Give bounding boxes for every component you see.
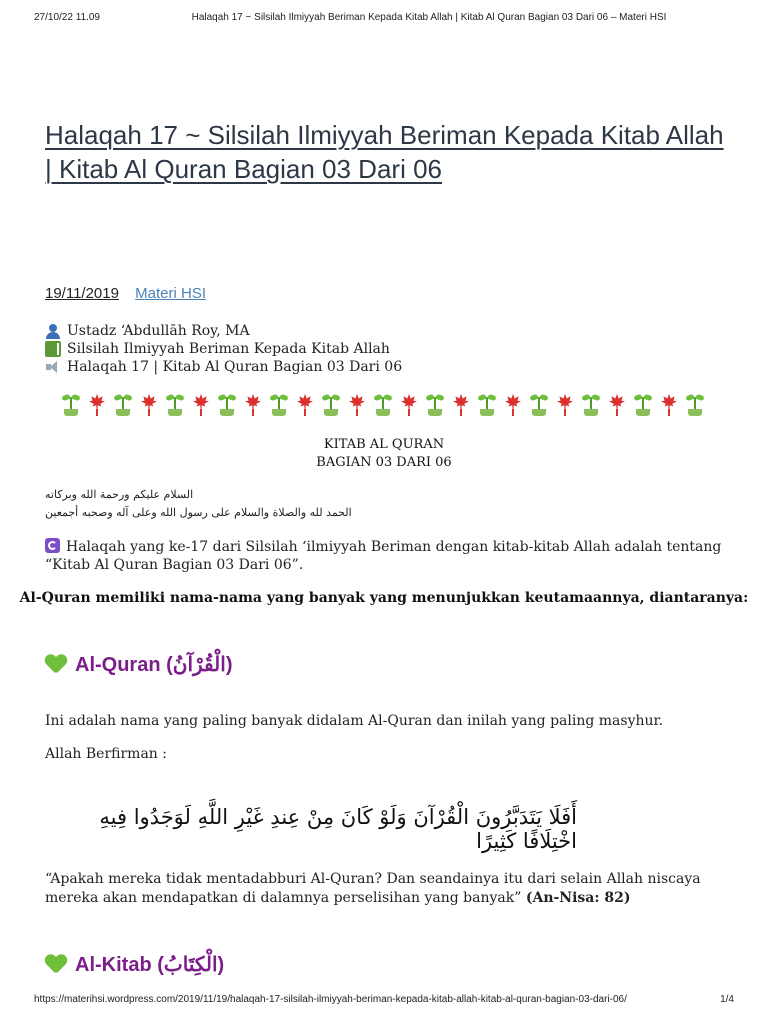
maple-leaf-icon	[500, 391, 526, 417]
maple-leaf-icon	[396, 391, 422, 417]
seedling-icon	[162, 391, 188, 417]
salam-line-2: الحمد لله والصلاة والسلام على رسول الله وعلى آله وصحبه أجمعين	[45, 506, 352, 519]
section-body: Ini adalah nama yang paling banyak didalam Al-Quran dan inilah yang paling masyhur.	[45, 713, 664, 729]
info-ustadz	[45, 322, 402, 340]
post-title[interactable]: Halaqah 17 ~ Silsilah Ilmiyyah Beriman Kepada Kitab Allah | Kitab Al Quran Bagian 03 Dari 06	[45, 120, 724, 184]
seedling-icon	[110, 391, 136, 417]
quran-verse: أَفَلَا يَتَدَبَّرُونَ الْقُرْآنَ وَلَوْ كَانَ مِنْ عِندِ غَيْرِ اللَّهِ لَوَجَدُوا فِيهِ اخْتِلَافًا كَثِيرًا	[99, 805, 577, 853]
seedling-icon	[318, 391, 344, 417]
print-footer	[0, 994, 768, 1010]
maple-leaf-icon	[344, 391, 370, 417]
maple-leaf-icon	[656, 391, 682, 417]
seedling-icon	[526, 391, 552, 417]
maple-leaf-icon	[84, 391, 110, 417]
verse-reference: (An-Nisa: 82)	[525, 890, 631, 906]
seedling-icon	[58, 391, 84, 417]
maple-leaf-icon	[136, 391, 162, 417]
section-title: Al-Kitab (الْكِتَابُ)	[75, 954, 225, 976]
seedling-icon	[474, 391, 500, 417]
maple-leaf-icon	[292, 391, 318, 417]
article-heading	[0, 436, 768, 472]
maple-leaf-icon	[448, 391, 474, 417]
section-heading-al-kitab	[45, 952, 224, 977]
speaker-icon	[45, 359, 61, 375]
green-heart-icon	[45, 655, 67, 675]
halaqah-name: Halaqah 17 | Kitab Al Quran Bagian 03 Dari 06	[67, 359, 403, 375]
intro-paragraph	[45, 538, 735, 574]
green-heart-icon	[45, 955, 67, 975]
heading-line-2: BAGIAN 03 DARI 06	[316, 455, 452, 470]
maple-leaf-icon	[604, 391, 630, 417]
seedling-icon	[422, 391, 448, 417]
seedling-icon	[682, 391, 708, 417]
seedling-icon	[214, 391, 240, 417]
salam-line-1: السلام عليكم ورحمة الله وبركاته	[45, 488, 194, 501]
intro-text: Halaqah yang ke-17 dari Silsilah ‘ilmiyyah Beriman dengan kitab-kitab Allah adalah tentang “Kitab Al Quran Bagian 03 Dari 06”.	[45, 539, 722, 573]
post-info	[45, 322, 402, 376]
translation-text: “Apakah mereka tidak mentadabburi Al-Quran? Dan seandainya itu dari selain Allah niscaya mereka akan mendapatkan di dalamnya perselisihan yang banyak”	[45, 871, 701, 906]
print-url: https://materihsi.wordpress.com/2019/11/19/halaqah-17-silsilah-ilmiyyah-beriman-kepada-kitab-allah-kitab-al-quran-bagian-03-dari-06/	[34, 994, 627, 1005]
section-title: Al-Quran (الْقُرْآنُ)	[75, 654, 233, 676]
person-icon	[45, 323, 61, 339]
seedling-icon	[630, 391, 656, 417]
names-lead: Al-Quran memiliki nama-nama yang banyak yang menunjukkan keutamaannya, diantaranya:	[19, 590, 749, 606]
print-header	[0, 12, 768, 28]
info-halaqah	[45, 358, 402, 376]
heading-line-1: KITAB AL QURAN	[323, 437, 445, 452]
print-date: 27/10/22 11.09	[34, 12, 100, 23]
section-lead-in: Allah Berfirman :	[45, 746, 167, 762]
maple-leaf-icon	[240, 391, 266, 417]
section-heading-al-quran	[45, 652, 233, 677]
info-series	[45, 340, 402, 358]
page-number: 1/4	[720, 994, 734, 1005]
maple-leaf-icon	[188, 391, 214, 417]
moon-icon	[45, 538, 60, 553]
decorative-divider	[58, 391, 718, 417]
post-date-link[interactable]: 19/11/2019	[45, 285, 119, 302]
post-meta	[45, 285, 206, 302]
maple-leaf-icon	[552, 391, 578, 417]
green-book-icon	[45, 341, 61, 357]
ustadz-name: Ustadz ‘Abdullāh Roy, MA	[67, 323, 250, 339]
seedling-icon	[578, 391, 604, 417]
seedling-icon	[266, 391, 292, 417]
salam-block	[45, 486, 375, 522]
verse-translation	[45, 870, 725, 908]
seedling-icon	[370, 391, 396, 417]
print-title: Halaqah 17 ~ Silsilah Ilmiyyah Beriman Kepada Kitab Allah | Kitab Al Quran Bagian 03 Dari 06 – Materi HSI	[191, 12, 667, 23]
series-name: Silsilah Ilmiyyah Beriman Kepada Kitab Allah	[67, 341, 390, 357]
category-link[interactable]: Materi HSI	[135, 285, 206, 302]
